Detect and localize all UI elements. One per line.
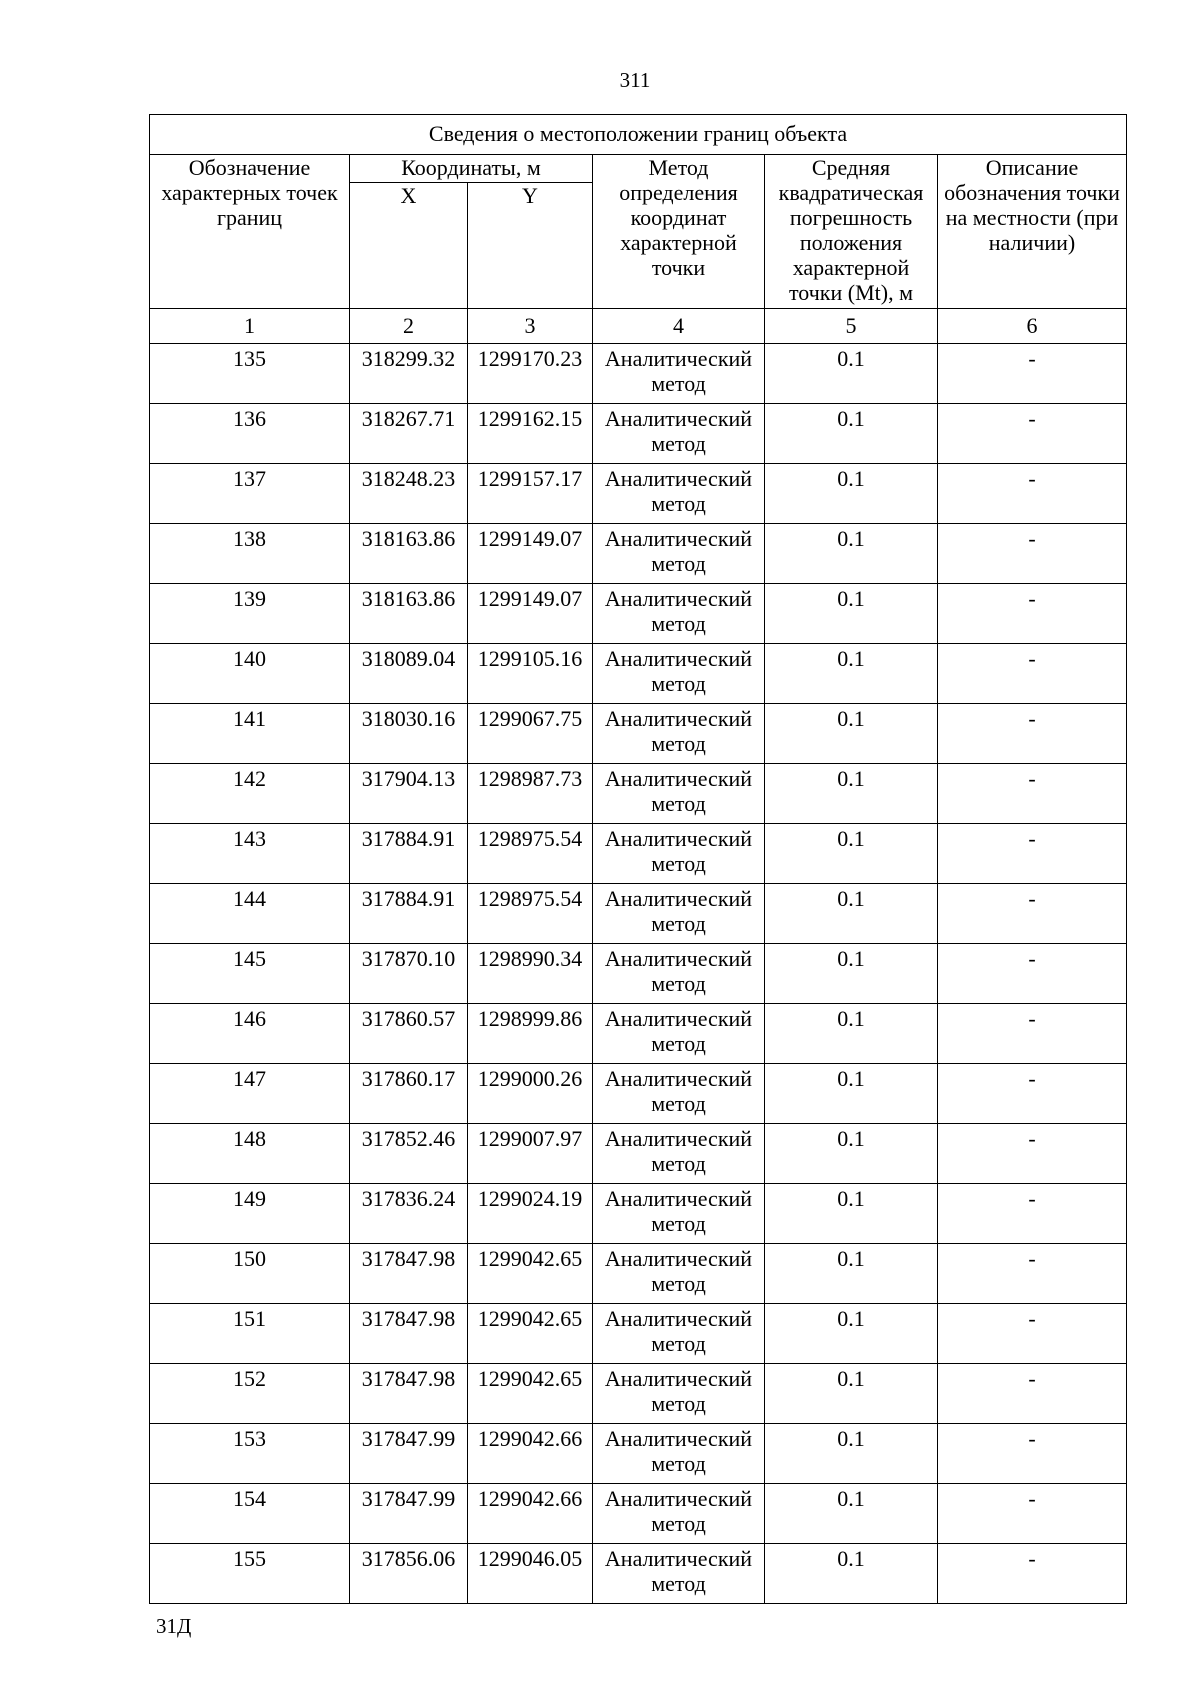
y-cell: 1299042.66 <box>468 1424 593 1484</box>
table-row <box>150 404 1127 464</box>
description-cell: - <box>938 944 1127 1004</box>
method-cell <box>593 1544 765 1604</box>
method-line: Аналитический <box>604 706 753 731</box>
method-cell <box>593 1364 765 1424</box>
y-cell: 1299042.65 <box>468 1364 593 1424</box>
header-x: X <box>350 183 468 309</box>
method-cell <box>593 704 765 764</box>
description-cell: - <box>938 1484 1127 1544</box>
table-row <box>150 584 1127 644</box>
method-line: метод <box>651 1031 706 1056</box>
point-cell: 150 <box>150 1244 350 1304</box>
method-line: Аналитический <box>604 586 753 611</box>
error-cell: 0.1 <box>765 764 938 824</box>
method-cell <box>593 404 765 464</box>
point-cell: 140 <box>150 644 350 704</box>
method-cell <box>593 644 765 704</box>
description-cell: - <box>938 524 1127 584</box>
method-cell <box>593 1124 765 1184</box>
x-cell: 317860.17 <box>350 1064 468 1124</box>
point-cell: 141 <box>150 704 350 764</box>
method-line: метод <box>651 1391 706 1416</box>
y-cell: 1298999.86 <box>468 1004 593 1064</box>
method-cell <box>593 944 765 1004</box>
table-row <box>150 1364 1127 1424</box>
method-line: Аналитический <box>604 1186 753 1211</box>
x-cell: 317852.46 <box>350 1124 468 1184</box>
error-cell: 0.1 <box>765 1064 938 1124</box>
description-cell: - <box>938 1424 1127 1484</box>
method-line: метод <box>651 731 706 756</box>
page-number: 311 <box>619 68 651 92</box>
y-cell: 1299007.97 <box>468 1124 593 1184</box>
x-cell: 318163.86 <box>350 584 468 644</box>
method-line: Аналитический <box>604 946 753 971</box>
description-cell: - <box>938 704 1127 764</box>
method-cell <box>593 1244 765 1304</box>
y-cell: 1299105.16 <box>468 644 593 704</box>
x-cell: 318248.23 <box>350 464 468 524</box>
method-cell <box>593 824 765 884</box>
method-cell <box>593 1484 765 1544</box>
column-number: 3 <box>468 309 593 344</box>
x-cell: 317847.98 <box>350 1244 468 1304</box>
method-line: Аналитический <box>604 1006 753 1031</box>
x-cell: 318089.04 <box>350 644 468 704</box>
y-cell: 1299157.17 <box>468 464 593 524</box>
method-line: Аналитический <box>604 1366 753 1391</box>
method-line: метод <box>651 491 706 516</box>
method-line: метод <box>651 851 706 876</box>
error-cell: 0.1 <box>765 644 938 704</box>
x-cell: 317847.99 <box>350 1484 468 1544</box>
method-line: метод <box>651 1331 706 1356</box>
y-cell: 1298975.54 <box>468 824 593 884</box>
method-cell <box>593 764 765 824</box>
column-number: 6 <box>938 309 1127 344</box>
point-cell: 144 <box>150 884 350 944</box>
x-cell: 317847.99 <box>350 1424 468 1484</box>
point-cell: 154 <box>150 1484 350 1544</box>
error-cell: 0.1 <box>765 1244 938 1304</box>
y-cell: 1298987.73 <box>468 764 593 824</box>
point-cell: 155 <box>150 1544 350 1604</box>
method-line: метод <box>651 671 706 696</box>
error-cell: 0.1 <box>765 704 938 764</box>
y-cell: 1299067.75 <box>468 704 593 764</box>
method-line: метод <box>651 971 706 996</box>
table-row <box>150 524 1127 584</box>
method-line: Аналитический <box>604 466 753 491</box>
method-line: метод <box>651 1451 706 1476</box>
method-line: Аналитический <box>604 646 753 671</box>
y-cell: 1299042.65 <box>468 1244 593 1304</box>
method-cell <box>593 524 765 584</box>
method-line: Аналитический <box>604 1546 753 1571</box>
description-cell: - <box>938 1244 1127 1304</box>
table-row <box>150 1304 1127 1364</box>
description-cell: - <box>938 1004 1127 1064</box>
table-row <box>150 884 1127 944</box>
description-cell: - <box>938 1064 1127 1124</box>
method-line: метод <box>651 1151 706 1176</box>
column-number: 2 <box>350 309 468 344</box>
method-line: метод <box>651 371 706 396</box>
method-line: метод <box>651 431 706 456</box>
method-line: Аналитический <box>604 1306 753 1331</box>
y-cell: 1299042.66 <box>468 1484 593 1544</box>
description-cell: - <box>938 1364 1127 1424</box>
method-line: метод <box>651 911 706 936</box>
point-cell: 138 <box>150 524 350 584</box>
y-cell: 1299046.05 <box>468 1544 593 1604</box>
method-cell <box>593 1304 765 1364</box>
error-cell: 0.1 <box>765 404 938 464</box>
y-cell: 1299170.23 <box>468 344 593 404</box>
method-line: метод <box>651 551 706 576</box>
table-row <box>150 1484 1127 1544</box>
header-coords: Координаты, м <box>350 155 593 183</box>
description-cell: - <box>938 404 1127 464</box>
point-cell: 135 <box>150 344 350 404</box>
error-cell: 0.1 <box>765 1004 938 1064</box>
header-error: Средняя квадратическая погрешность положения характерной точки (Mt), м <box>765 155 938 309</box>
x-cell: 317856.06 <box>350 1544 468 1604</box>
y-cell: 1298975.54 <box>468 884 593 944</box>
method-line: Аналитический <box>604 1126 753 1151</box>
point-cell: 142 <box>150 764 350 824</box>
method-line: метод <box>651 1091 706 1116</box>
method-line: метод <box>651 791 706 816</box>
table-row <box>150 1424 1127 1484</box>
description-cell: - <box>938 764 1127 824</box>
table-row <box>150 824 1127 884</box>
x-cell: 318267.71 <box>350 404 468 464</box>
table-row <box>150 644 1127 704</box>
y-cell: 1299000.26 <box>468 1064 593 1124</box>
header-method: Метод определения координат характерной точки <box>593 155 765 309</box>
description-cell: - <box>938 344 1127 404</box>
point-cell: 143 <box>150 824 350 884</box>
y-cell: 1299149.07 <box>468 584 593 644</box>
method-cell <box>593 884 765 944</box>
error-cell: 0.1 <box>765 1184 938 1244</box>
description-cell: - <box>938 1304 1127 1364</box>
table-row <box>150 1124 1127 1184</box>
description-cell: - <box>938 824 1127 884</box>
description-cell: - <box>938 584 1127 644</box>
table-row <box>150 764 1127 824</box>
x-cell: 317847.98 <box>350 1364 468 1424</box>
method-cell <box>593 1004 765 1064</box>
column-number: 5 <box>765 309 938 344</box>
method-line: Аналитический <box>604 1486 753 1511</box>
table-row <box>150 944 1127 1004</box>
method-line: Аналитический <box>604 346 753 371</box>
x-cell: 317884.91 <box>350 884 468 944</box>
error-cell: 0.1 <box>765 524 938 584</box>
error-cell: 0.1 <box>765 464 938 524</box>
description-cell: - <box>938 884 1127 944</box>
table-row <box>150 704 1127 764</box>
error-cell: 0.1 <box>765 344 938 404</box>
table-title: Сведения о местоположении границ объекта <box>150 115 1127 155</box>
point-cell: 146 <box>150 1004 350 1064</box>
error-cell: 0.1 <box>765 1124 938 1184</box>
method-cell <box>593 464 765 524</box>
method-line: метод <box>651 1271 706 1296</box>
x-cell: 317836.24 <box>350 1184 468 1244</box>
table-row <box>150 344 1127 404</box>
x-cell: 317847.98 <box>350 1304 468 1364</box>
method-cell <box>593 1184 765 1244</box>
header-description: Описание обозначения точки на местности (при наличии) <box>938 155 1127 309</box>
column-number: 1 <box>150 309 350 344</box>
x-cell: 317860.57 <box>350 1004 468 1064</box>
x-cell: 317870.10 <box>350 944 468 1004</box>
method-line: Аналитический <box>604 826 753 851</box>
method-line: Аналитический <box>604 406 753 431</box>
error-cell: 0.1 <box>765 1364 938 1424</box>
footer-code: 31Д <box>156 1614 192 1638</box>
point-cell: 139 <box>150 584 350 644</box>
point-cell: 136 <box>150 404 350 464</box>
description-cell: - <box>938 464 1127 524</box>
method-line: метод <box>651 1211 706 1236</box>
point-cell: 147 <box>150 1064 350 1124</box>
point-cell: 153 <box>150 1424 350 1484</box>
point-cell: 151 <box>150 1304 350 1364</box>
description-cell: - <box>938 1124 1127 1184</box>
point-cell: 145 <box>150 944 350 1004</box>
x-cell: 318030.16 <box>350 704 468 764</box>
x-cell: 317904.13 <box>350 764 468 824</box>
point-cell: 148 <box>150 1124 350 1184</box>
method-line: метод <box>651 611 706 636</box>
description-cell: - <box>938 1184 1127 1244</box>
method-line: метод <box>651 1511 706 1536</box>
description-cell: - <box>938 644 1127 704</box>
method-cell <box>593 344 765 404</box>
y-cell: 1298990.34 <box>468 944 593 1004</box>
method-line: Аналитический <box>604 766 753 791</box>
error-cell: 0.1 <box>765 584 938 644</box>
point-cell: 149 <box>150 1184 350 1244</box>
table-row <box>150 1184 1127 1244</box>
method-cell <box>593 1424 765 1484</box>
method-cell <box>593 1064 765 1124</box>
point-cell: 137 <box>150 464 350 524</box>
error-cell: 0.1 <box>765 884 938 944</box>
y-cell: 1299024.19 <box>468 1184 593 1244</box>
method-line: Аналитический <box>604 886 753 911</box>
description-cell: - <box>938 1544 1127 1604</box>
table-row <box>150 464 1127 524</box>
error-cell: 0.1 <box>765 1424 938 1484</box>
x-cell: 317884.91 <box>350 824 468 884</box>
point-cell: 152 <box>150 1364 350 1424</box>
x-cell: 318299.32 <box>350 344 468 404</box>
header-y: Y <box>468 183 593 309</box>
error-cell: 0.1 <box>765 1304 938 1364</box>
table-row <box>150 1064 1127 1124</box>
method-line: метод <box>651 1571 706 1596</box>
method-cell <box>593 584 765 644</box>
error-cell: 0.1 <box>765 824 938 884</box>
x-cell: 318163.86 <box>350 524 468 584</box>
error-cell: 0.1 <box>765 944 938 1004</box>
method-line: Аналитический <box>604 526 753 551</box>
table-row <box>150 1544 1127 1604</box>
method-line: Аналитический <box>604 1246 753 1271</box>
y-cell: 1299042.65 <box>468 1304 593 1364</box>
header-point: Обозначение характерных точек границ <box>150 155 350 309</box>
method-line: Аналитический <box>604 1066 753 1091</box>
boundary-table <box>149 114 1127 1604</box>
method-line: Аналитический <box>604 1426 753 1451</box>
y-cell: 1299149.07 <box>468 524 593 584</box>
error-cell: 0.1 <box>765 1544 938 1604</box>
error-cell: 0.1 <box>765 1484 938 1544</box>
y-cell: 1299162.15 <box>468 404 593 464</box>
column-number: 4 <box>593 309 765 344</box>
table-row <box>150 1004 1127 1064</box>
table-row <box>150 1244 1127 1304</box>
